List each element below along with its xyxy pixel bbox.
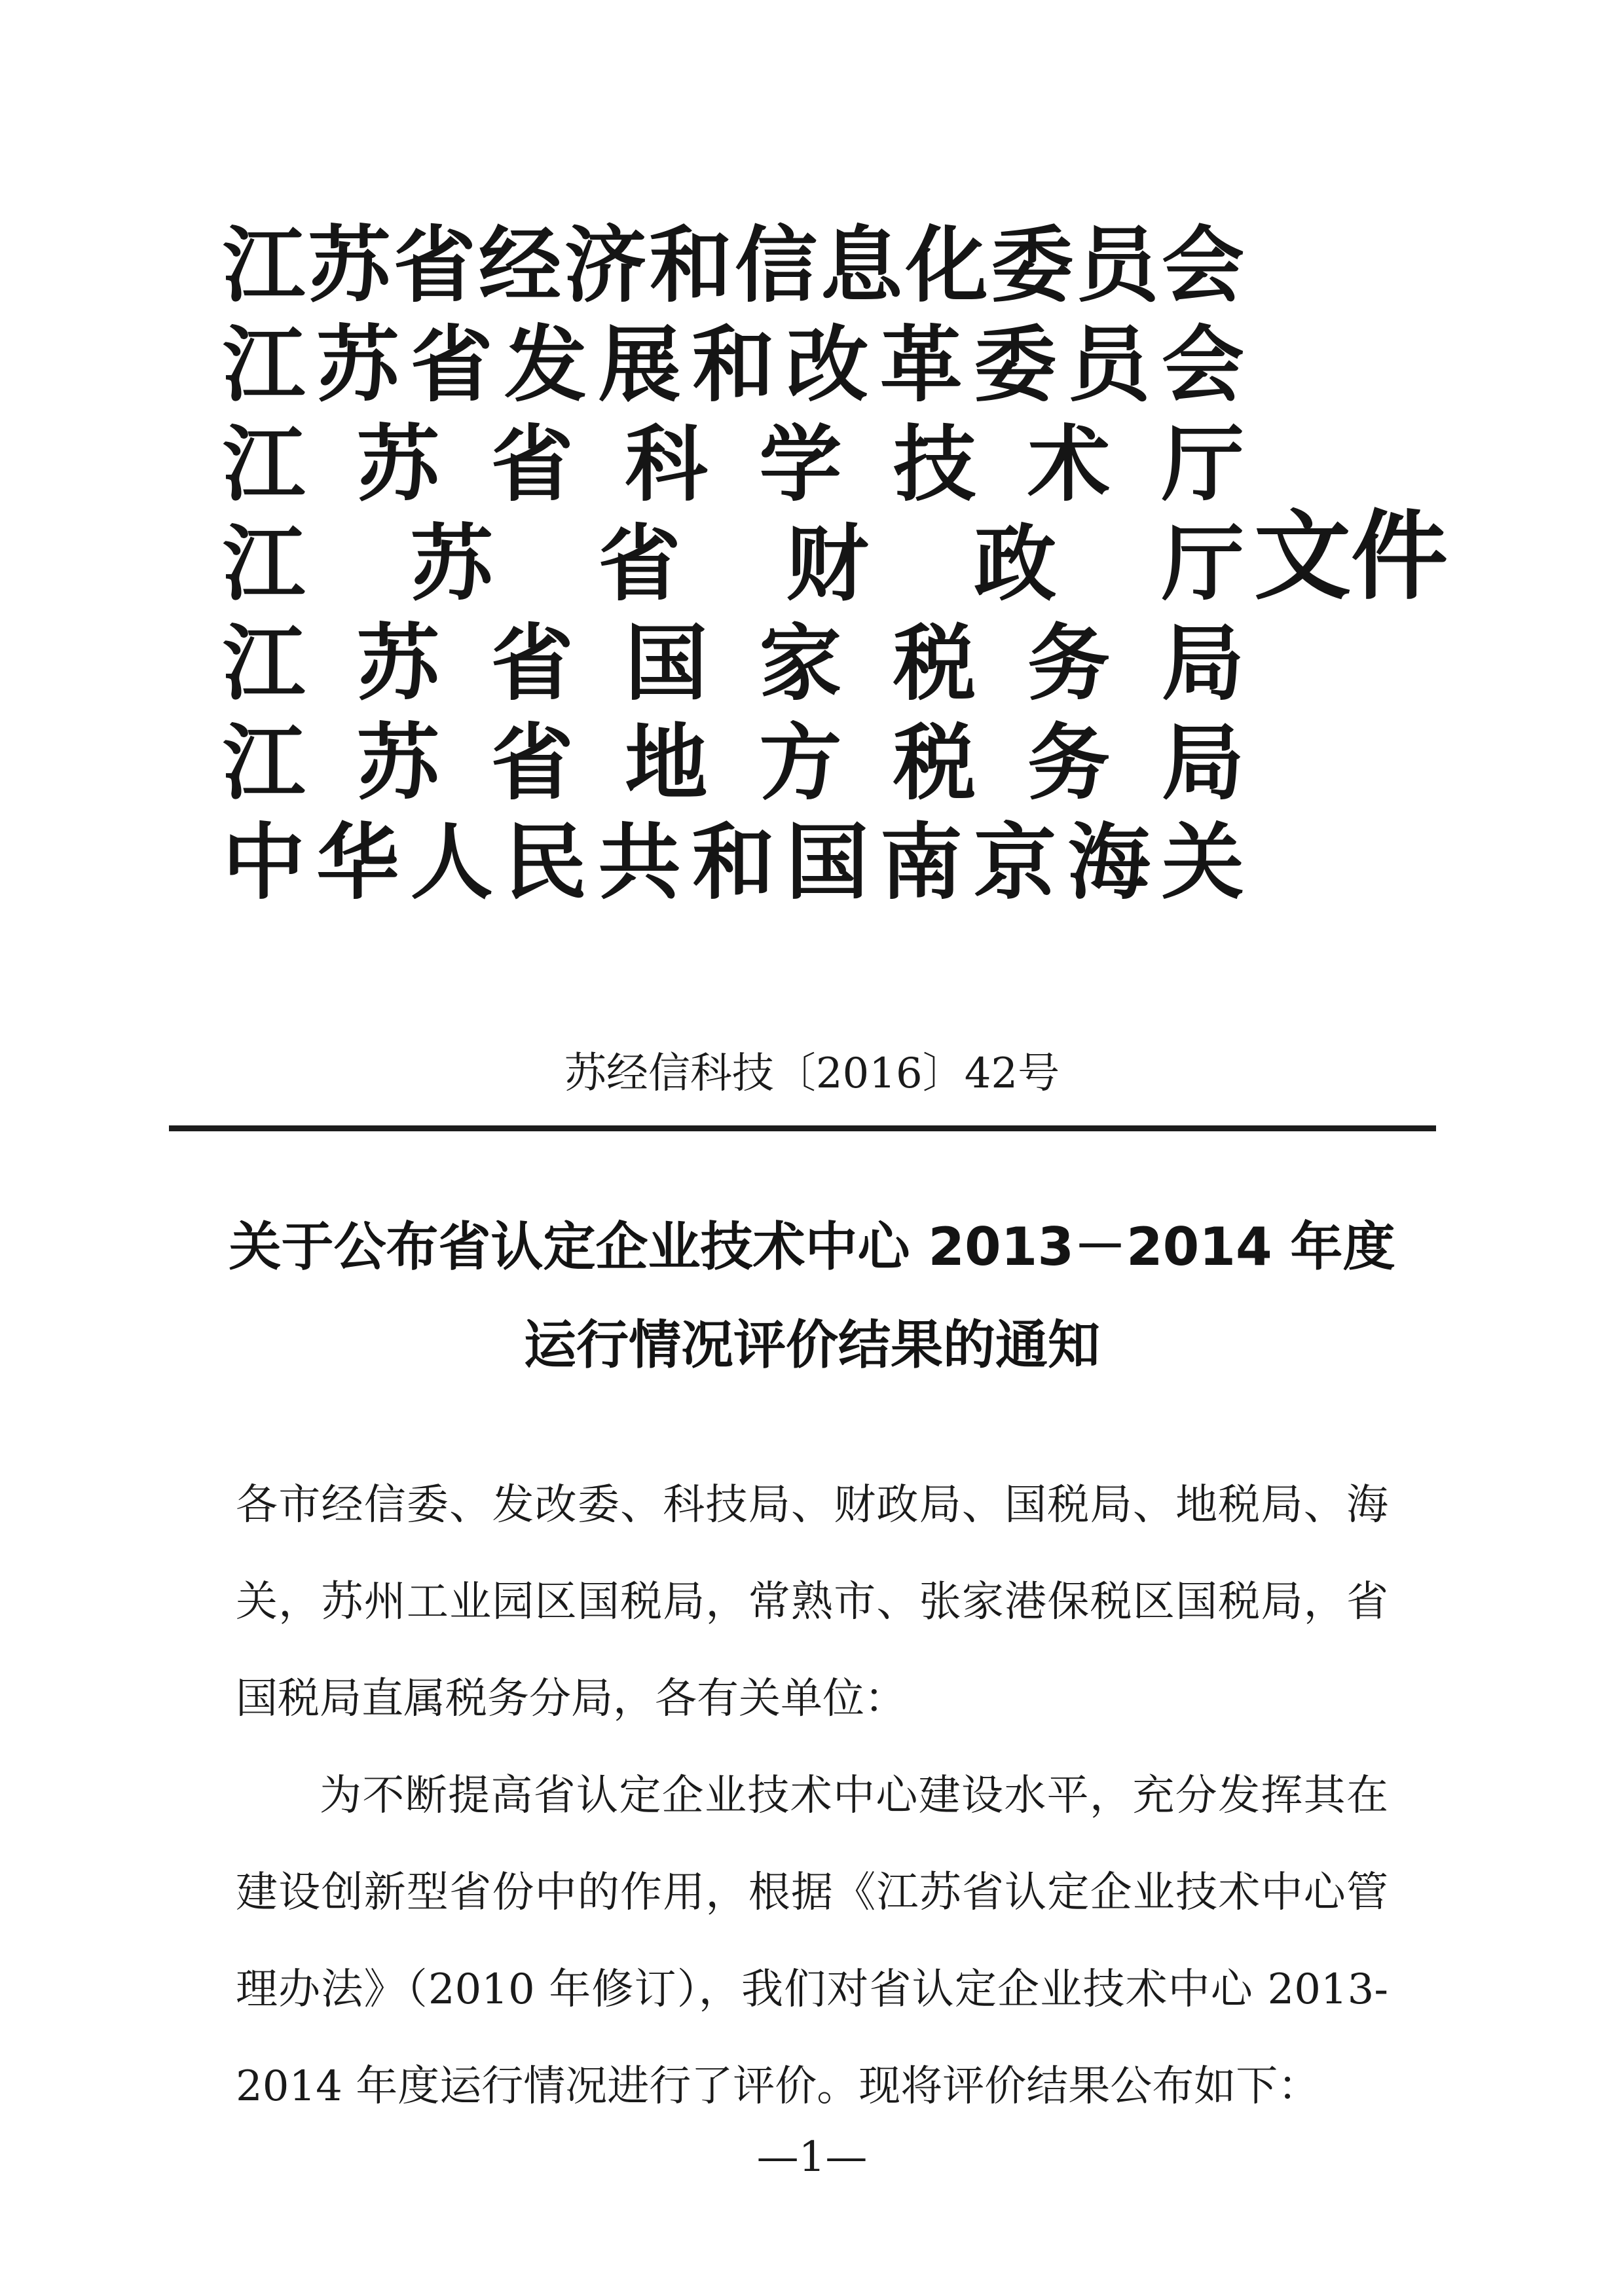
issuer-char: 地 xyxy=(625,715,708,811)
issuer-char: 会 xyxy=(1161,217,1244,314)
addressee: 各市经信委、发改委、科技局、财政局、国税局、地税局、海关，苏州工业园区国税局，常熟市、张家港保税区国税局，省国税局直属税务分局，各有关单位： xyxy=(236,1481,1388,1723)
issuer-char: 学 xyxy=(759,416,842,513)
issuer-char: 江 xyxy=(223,317,305,413)
issuer-char: 人 xyxy=(410,814,493,911)
issuer-char: 京 xyxy=(974,814,1057,911)
issuer-char: 委 xyxy=(974,317,1057,413)
issuer-line xyxy=(223,614,1244,714)
issuer-char: 民 xyxy=(504,814,587,911)
issuer-char: 国 xyxy=(786,814,869,911)
issuer-char: 苏 xyxy=(308,217,391,314)
issuer-char: 苏 xyxy=(410,516,493,612)
issuer-char: 会 xyxy=(1161,317,1244,413)
issuer-char: 和 xyxy=(692,814,775,911)
issuer-char: 信 xyxy=(735,217,818,314)
issuer-char: 国 xyxy=(625,615,708,712)
issuer-char: 局 xyxy=(1161,615,1244,712)
issuer-char: 方 xyxy=(759,715,842,811)
issuer-char: 苏 xyxy=(316,317,399,413)
issuer-char: 术 xyxy=(1027,416,1111,513)
issuer-char: 政 xyxy=(974,516,1057,612)
issuer-char: 苏 xyxy=(356,416,439,513)
issuer-char: 局 xyxy=(1161,715,1244,811)
issuer-char: 厅 xyxy=(1161,516,1244,612)
issuer-char: 江 xyxy=(223,416,305,513)
issuer-char: 江 xyxy=(223,217,305,314)
issuer-char: 务 xyxy=(1027,615,1111,712)
title-line-2: 运行情况评价结果的通知 xyxy=(524,1315,1100,1376)
issuer-char: 务 xyxy=(1027,715,1111,811)
issuer-char: 税 xyxy=(893,615,976,712)
issuer-char: 厅 xyxy=(1161,416,1244,513)
document-number: 苏经信科技〔2016〕42号 xyxy=(564,1049,1060,1098)
issuer-char: 展 xyxy=(598,317,681,413)
issuer-char: 化 xyxy=(905,217,988,314)
issuer-char: 科 xyxy=(625,416,708,513)
issuer-char: 家 xyxy=(759,615,842,712)
issuer-char: 省 xyxy=(598,516,681,612)
issuer-line xyxy=(223,714,1244,813)
issuer-char: 中 xyxy=(223,814,305,911)
issuer-char: 关 xyxy=(1161,814,1244,911)
issuer-char: 经 xyxy=(479,217,562,314)
title-line-1: 关于公布省认定企业技术中心 2013－2014 年度 xyxy=(229,1216,1395,1277)
issuer-line xyxy=(223,515,1244,614)
notice-title xyxy=(0,1198,1624,1394)
issuer-line xyxy=(223,813,1244,913)
document-suffix: 文件 xyxy=(1254,500,1448,613)
issuer-char: 省 xyxy=(393,217,476,314)
issuer-char: 财 xyxy=(786,516,869,612)
paragraph: 为不断提高省认定企业技术中心建设水平，充分发挥其在建设创新型省份中的作用，根据《江苏省认定企业技术中心管理办法》（2010 年修订），我们对省认定企业技术中心 2013-2014 年度运行情况进行了评价。现将评价结果公布如下： xyxy=(236,1772,1388,2111)
header-divider xyxy=(169,1125,1436,1131)
issuer-char: 苏 xyxy=(356,615,439,712)
issuer-char: 江 xyxy=(223,715,305,811)
issuer-char: 苏 xyxy=(356,715,439,811)
issuer-char: 息 xyxy=(820,217,903,314)
issuer-char: 江 xyxy=(223,516,305,612)
issuer-char: 员 xyxy=(1076,217,1159,314)
issuer-char: 和 xyxy=(649,217,732,314)
issuer-char: 华 xyxy=(316,814,399,911)
issuer-char: 改 xyxy=(786,317,869,413)
issuer-char: 税 xyxy=(893,715,976,811)
issuer-char: 南 xyxy=(879,814,963,911)
issuer-line xyxy=(223,415,1244,515)
issuing-authorities xyxy=(223,216,1244,913)
issuer-char: 技 xyxy=(893,416,976,513)
issuer-line xyxy=(223,216,1244,316)
issuer-line xyxy=(223,316,1244,415)
body-text xyxy=(236,1457,1388,2135)
issuer-char: 江 xyxy=(223,615,305,712)
issuer-char: 海 xyxy=(1067,814,1151,911)
issuer-char: 员 xyxy=(1067,317,1151,413)
page-number: —1— xyxy=(756,2133,868,2181)
issuer-char: 省 xyxy=(490,416,574,513)
issuer-char: 和 xyxy=(692,317,775,413)
issuer-char: 省 xyxy=(490,615,574,712)
issuer-char: 省 xyxy=(490,715,574,811)
issuer-char: 共 xyxy=(598,814,681,911)
issuer-char: 革 xyxy=(879,317,963,413)
issuer-char: 委 xyxy=(991,217,1074,314)
issuer-char: 省 xyxy=(410,317,493,413)
issuer-char: 发 xyxy=(504,317,587,413)
issuer-char: 济 xyxy=(564,217,647,314)
